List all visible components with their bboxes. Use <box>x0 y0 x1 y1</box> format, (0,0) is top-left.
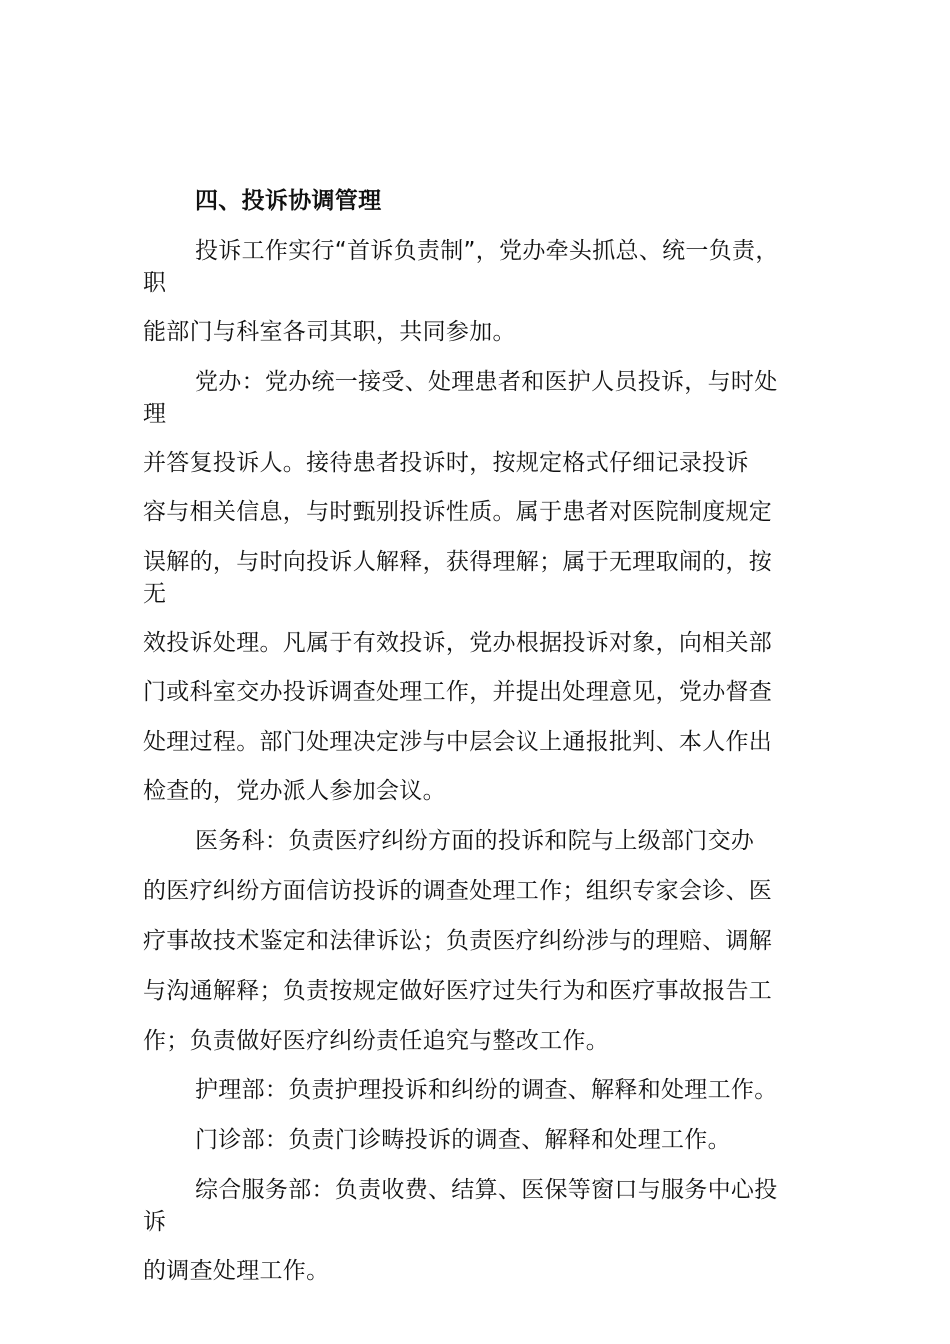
paragraph-line: 效投诉处理。凡属于有效投诉，党办根据投诉对象，向相关部 <box>143 630 773 656</box>
paragraph-line: 护理部：负责护理投诉和纠纷的调查、解释和处理工作。 <box>195 1077 778 1103</box>
paragraph-line: 误解的，与时向投诉人解释，获得理解；属于无理取闹的，按 <box>143 549 773 575</box>
paragraph-line: 医务科：负责医疗纠纷方面的投诉和院与上级部门交办 <box>195 828 755 854</box>
paragraph-line: 的调查处理工作。 <box>143 1258 330 1284</box>
paragraph-line: 的医疗纠纷方面信访投诉的调查处理工作；组织专家会诊、医 <box>143 878 773 904</box>
paragraph-line: 综合服务部：负责收费、结算、医保等窗口与服务中心投 <box>195 1177 778 1203</box>
paragraph-line: 无 <box>143 581 167 607</box>
paragraph-line: 作；负责做好医疗纠纷责任追究与整改工作。 <box>143 1028 609 1054</box>
paragraph-line: 诉 <box>143 1209 167 1235</box>
paragraph-line: 投诉工作实行“首诉负责制”，党办牵头抓总、统一负责， <box>195 238 779 264</box>
paragraph-line: 与沟通解释；负责按规定做好医疗过失行为和医疗事故报告工 <box>143 978 773 1004</box>
paragraph-line: 能部门与科室各司其职，共同参加。 <box>143 319 516 345</box>
section-heading: 四、投诉协调管理 <box>195 188 382 214</box>
paragraph-line: 检查的，党办派人参加会议。 <box>143 778 446 804</box>
paragraph-line: 并答复投诉人。接待患者投诉时，按规定格式仔细记录投诉 <box>143 450 749 476</box>
paragraph-line: 疗事故技术鉴定和法律诉讼；负责医疗纠纷涉与的理赔、调解 <box>143 928 773 954</box>
paragraph-line: 门或科室交办投诉调查处理工作，并提出处理意见，党办督查 <box>143 679 773 705</box>
paragraph-line: 处理过程。部门处理决定涉与中层会议上通报批判、本人作出 <box>143 729 773 755</box>
paragraph-line: 理 <box>143 401 167 427</box>
paragraph-line: 门诊部：负责门诊畴投诉的调查、解释和处理工作。 <box>195 1127 731 1153</box>
paragraph-line: 党办：党办统一接受、处理患者和医护人员投诉，与时处 <box>195 369 778 395</box>
paragraph-line: 职 <box>143 270 167 296</box>
paragraph-line: 容与相关信息，与时甄别投诉性质。属于患者对医院制度规定 <box>143 499 773 525</box>
